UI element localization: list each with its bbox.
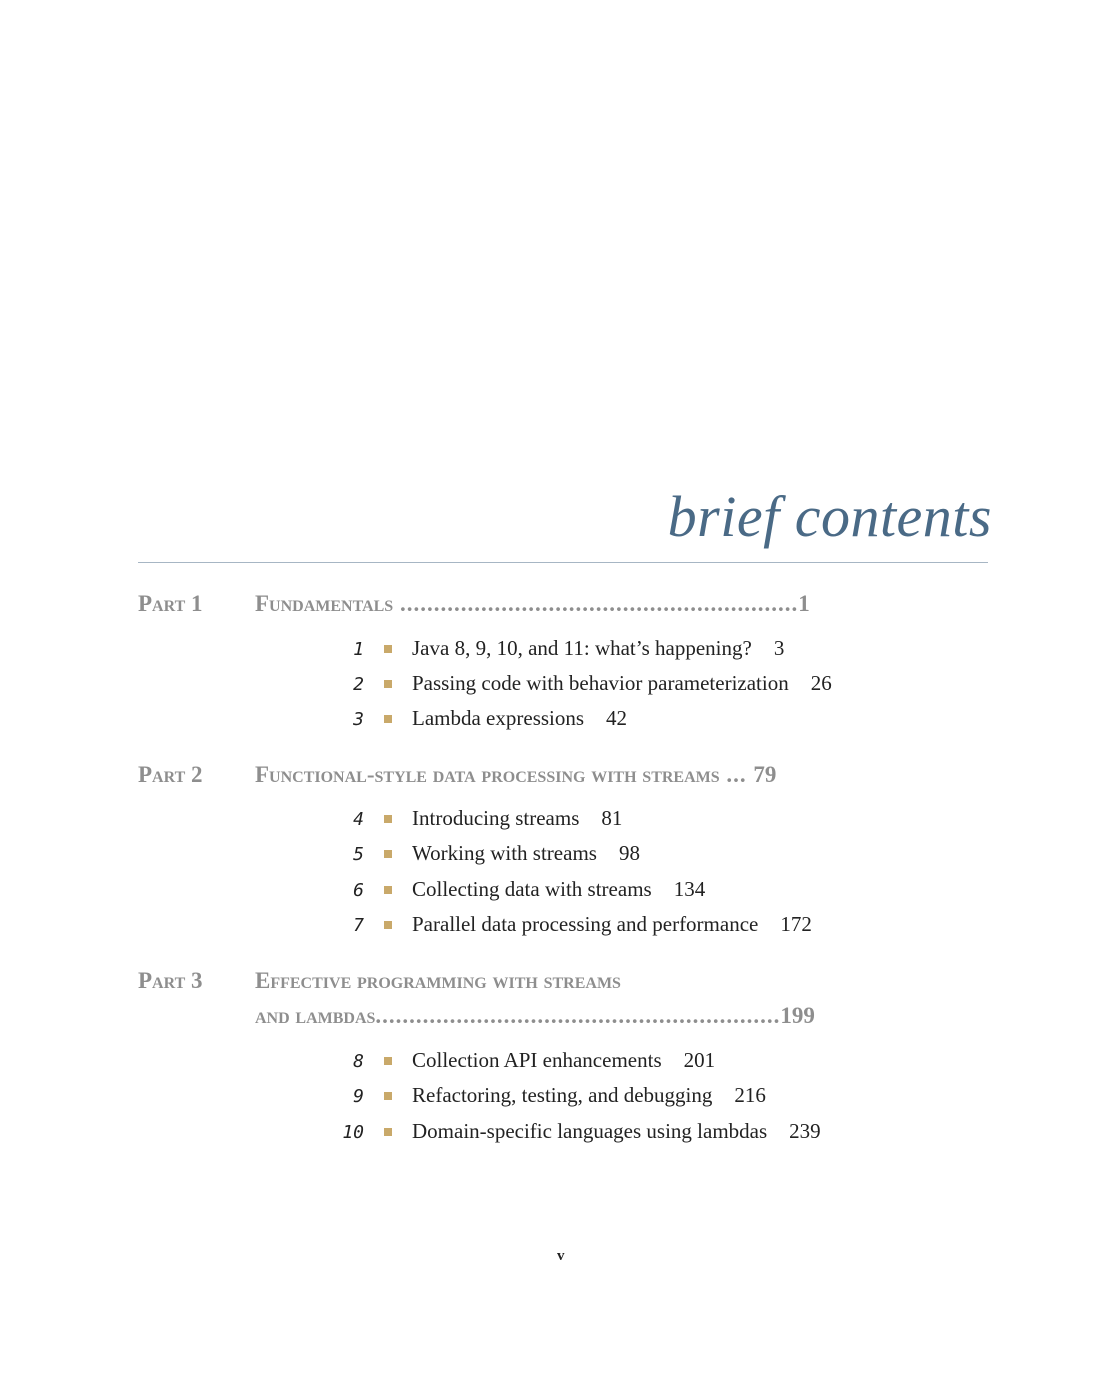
- square-bullet-icon: [384, 886, 392, 894]
- chapter-title: Collecting data with streams: [412, 877, 652, 901]
- chapter-title: Passing code with behavior parameterization: [412, 671, 789, 695]
- part-title: Fundamentals: [255, 591, 394, 616]
- part-page: 79: [753, 762, 777, 787]
- chapter-number: 9: [353, 1086, 364, 1107]
- chapter-number: 4: [353, 809, 364, 830]
- leader-dots: ...........................................................: [393, 591, 799, 616]
- square-bullet-icon: [384, 1092, 392, 1100]
- chapter-number: 7: [353, 915, 364, 936]
- part-label: Part 2: [138, 762, 203, 787]
- chapter-title: Java 8, 9, 10, and 11: what’s happening?: [412, 636, 752, 660]
- part-1-heading[interactable]: [138, 592, 810, 615]
- chapter-title: Refactoring, testing, and debugging: [412, 1083, 713, 1107]
- square-bullet-icon: [384, 850, 392, 858]
- chapter-number: 1: [353, 639, 364, 660]
- square-bullet-icon: [384, 680, 392, 688]
- part-page: 199: [780, 1003, 815, 1028]
- chapter-title: Domain-specific languages using lambdas: [412, 1119, 768, 1143]
- chapter-page: 216: [734, 1083, 766, 1107]
- chapter-page: 3: [773, 636, 785, 660]
- chapter-page: 172: [780, 912, 812, 936]
- chapter-page: 42: [606, 706, 628, 730]
- chapter-item[interactable]: [330, 673, 832, 694]
- square-bullet-icon: [384, 921, 392, 929]
- part-3-heading-continued[interactable]: [255, 1004, 815, 1027]
- page-title: brief contents: [667, 484, 992, 549]
- chapter-page: 239: [789, 1119, 821, 1143]
- square-bullet-icon: [384, 645, 392, 653]
- chapter-item[interactable]: [330, 914, 812, 935]
- chapter-page: 81: [601, 806, 623, 830]
- chapter-title: Lambda expressions: [412, 706, 585, 730]
- square-bullet-icon: [384, 1057, 392, 1065]
- part-title: Functional-style data processing with streams: [255, 762, 720, 787]
- chapter-page: 201: [683, 1048, 716, 1072]
- part-3-heading[interactable]: [138, 969, 621, 992]
- chapter-item[interactable]: [330, 1121, 821, 1142]
- square-bullet-icon: [384, 1128, 392, 1136]
- chapter-item[interactable]: [330, 843, 640, 864]
- part-2-heading[interactable]: [138, 763, 776, 786]
- chapter-number: 6: [353, 880, 364, 901]
- part-page: 1: [798, 591, 810, 616]
- page-number: v: [557, 1248, 565, 1264]
- leader-dots: ...: [719, 762, 754, 787]
- part-label: Part 3: [138, 968, 203, 993]
- part-title-line-2: and lambdas: [255, 1003, 376, 1028]
- title-divider: [138, 562, 988, 563]
- chapter-page: 26: [810, 671, 832, 695]
- chapter-number: 2: [353, 674, 364, 695]
- chapter-item[interactable]: [330, 1050, 715, 1071]
- chapter-title: Working with streams: [412, 841, 597, 865]
- chapter-number: 8: [353, 1051, 364, 1072]
- square-bullet-icon: [384, 815, 392, 823]
- chapter-item[interactable]: [330, 638, 784, 659]
- chapter-item[interactable]: [330, 879, 705, 900]
- square-bullet-icon: [384, 715, 392, 723]
- chapter-item[interactable]: [330, 1085, 766, 1106]
- part-label: Part 1: [138, 591, 203, 616]
- chapter-title: Introducing streams: [412, 806, 580, 830]
- leader-dots: ............................................................: [375, 1003, 781, 1028]
- chapter-number: 3: [353, 709, 364, 730]
- chapter-number: 10: [342, 1122, 364, 1143]
- chapter-page: 98: [618, 841, 640, 865]
- chapter-number: 5: [353, 844, 364, 865]
- chapter-item[interactable]: [330, 708, 627, 729]
- chapter-title: Collection API enhancements: [412, 1048, 662, 1072]
- chapter-title: Parallel data processing and performance: [412, 912, 759, 936]
- part-title-line-1: Effective programming with streams: [255, 968, 621, 993]
- chapter-page: 134: [673, 877, 706, 901]
- chapter-item[interactable]: [330, 808, 622, 829]
